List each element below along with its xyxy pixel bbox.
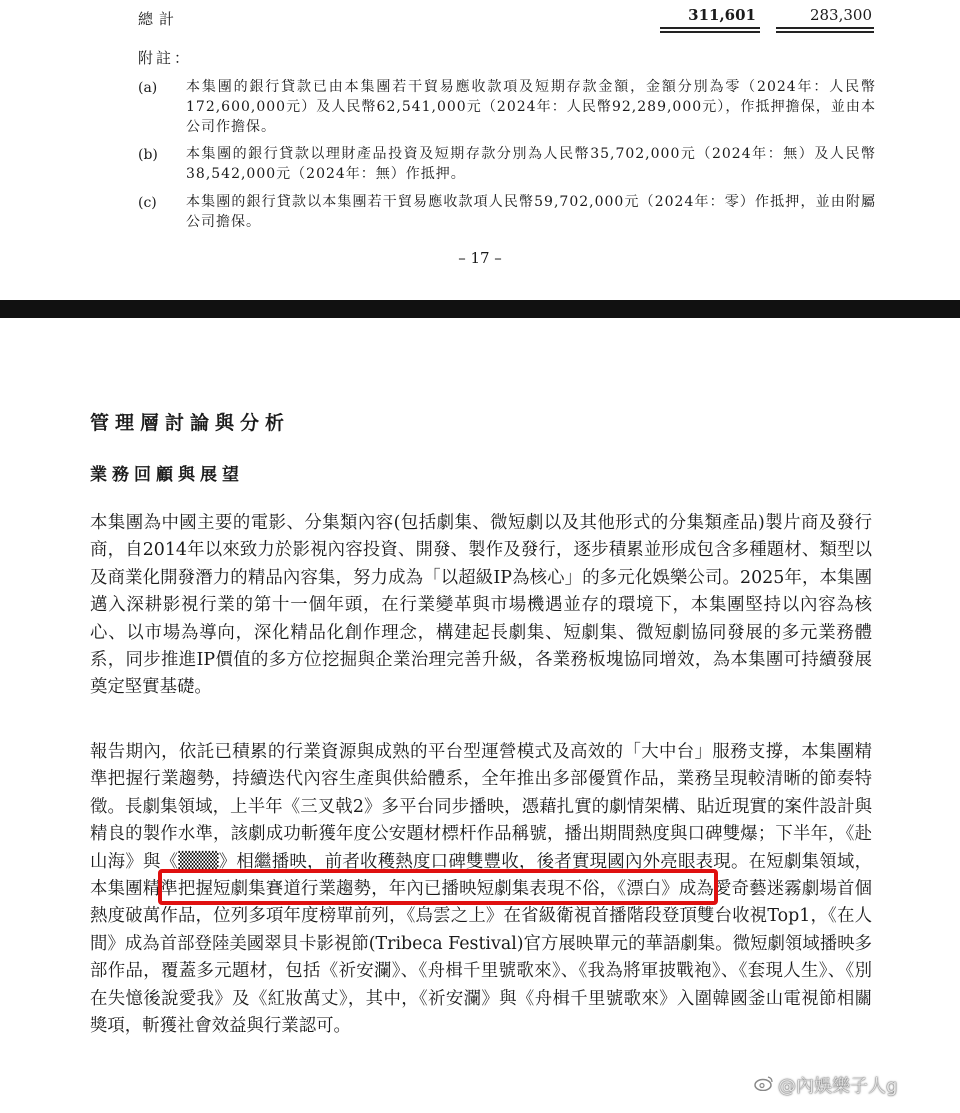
body-paragraph-2: 報告期內，依託已積累的行業資源與成熟的平台型運營模式及高效的「大中台」服務支撐，本集團精準把握行業趨勢，持續迭代內容生產與供給體系，全年推出多部優質作品，業務呈現較清晰的節奏特徵。長劇集領域，上半年《三叉戟2》多平台同步播映，憑藉扎實的劇情架構、貼近現實的案件設計與精良的製作水準，該劇成功斬獲年度公安題材標杆作品稱號，播出期間熱度與口碑雙爆；下半年，《赴山海》與《▒▒▒》相繼播映，前者收穫熱度口碑雙豐收，後者實現國內外亮眼表現。在短劇集領域，本集團精準把握短劇集賽道行業趨勢，年內已播映短劇集表現不俗，《漂白》成為愛奇藝迷霧劇場首個熱度破萬作品，位列多項年度榜單前列，《烏雲之上》在省級衛視首播階段登頂雙台收視Top1，《在人間》成為首部登陸美國翠貝卡影視節(Tribeca Festival)官方展映單元的華語劇集。微短劇領域播映多部作品，覆蓋多元題材，包括《祈安瀾》、《舟楫千里號歌來》、《我為將軍披戰袍》、《套現人生》、《別在失憶後說愛我》及《紅妝萬丈》，其中，《祈安瀾》與《舟楫千里號歌來》入圍韓國釜山電視節相關獎項，斬獲社會效益與行業認可。 bbox=[90, 742, 872, 1037]
note-text-b: 本集團的銀行貸款以理財產品投資及短期存款分別為人民幣35,702,000元（2024年：無）及人民幣38,542,000元（2024年：無）作抵押。 bbox=[186, 146, 876, 182]
watermark: @內娛樂子人g bbox=[778, 1076, 898, 1097]
note-text-a: 本集團的銀行貸款已由本集團若干貿易應收款項及短期存款金額，金額分別為零（2024年：人民幣172,600,000元）及人民幣62,541,000元（2024年：人民幣92,289,000元），作抵押擔保，並由本公司作擔保。 bbox=[186, 79, 876, 135]
double-underline bbox=[660, 27, 760, 29]
red-highlight-box bbox=[158, 869, 718, 905]
notes-title: 附註： bbox=[138, 49, 193, 67]
upper-page bbox=[0, 0, 960, 300]
subsection-title: 業務回顧與展望 bbox=[90, 465, 244, 485]
page-number: – 17 – bbox=[458, 249, 502, 267]
total-previous-value: 283,300 bbox=[809, 6, 872, 24]
weibo-logo-icon bbox=[754, 1075, 774, 1091]
note-text-c: 本集團的銀行貸款以本集團若干貿易應收款項人民幣59,702,000元（2024年：零）作抵押，並由附屬公司擔保。 bbox=[186, 194, 876, 230]
page-divider bbox=[0, 300, 960, 318]
total-current-value: 311,601 bbox=[688, 6, 756, 24]
total-label: 總計 bbox=[138, 10, 181, 28]
body-paragraph-1: 本集團為中國主要的電影、分集類內容(包括劇集、微短劇以及其他形式的分集類產品)製片商及發行商，自2014年以來致力於影視內容投資、開發、製作及發行，逐步積累並形成包含多種題材、類型以及商業化開發潛力的精品內容集，努力成為「以超級IP為核心」的多元化娛樂公司。2025年，本集團邁入深耕影視行業的第十一個年頭，在行業變革與市場機遇並存的環境下，本集團堅持以內容為核心、以市場為導向，深化精品化創作理念，構建起長劇集、短劇集、微短劇協同發展的多元業務體系，同步推進IP價值的多方位挖掘與企業治理完善升級，各業務板塊協同增效，為本集團可持續發展奠定堅實基礎。 bbox=[90, 513, 872, 698]
double-underline bbox=[660, 31, 760, 33]
note-tag-b: (b) bbox=[138, 147, 158, 163]
double-underline bbox=[776, 31, 874, 33]
note-tag-c: (c) bbox=[138, 195, 157, 211]
section-title: 管理層討論與分析 bbox=[90, 412, 291, 434]
note-tag-a: (a) bbox=[138, 80, 158, 96]
double-underline bbox=[776, 27, 874, 29]
